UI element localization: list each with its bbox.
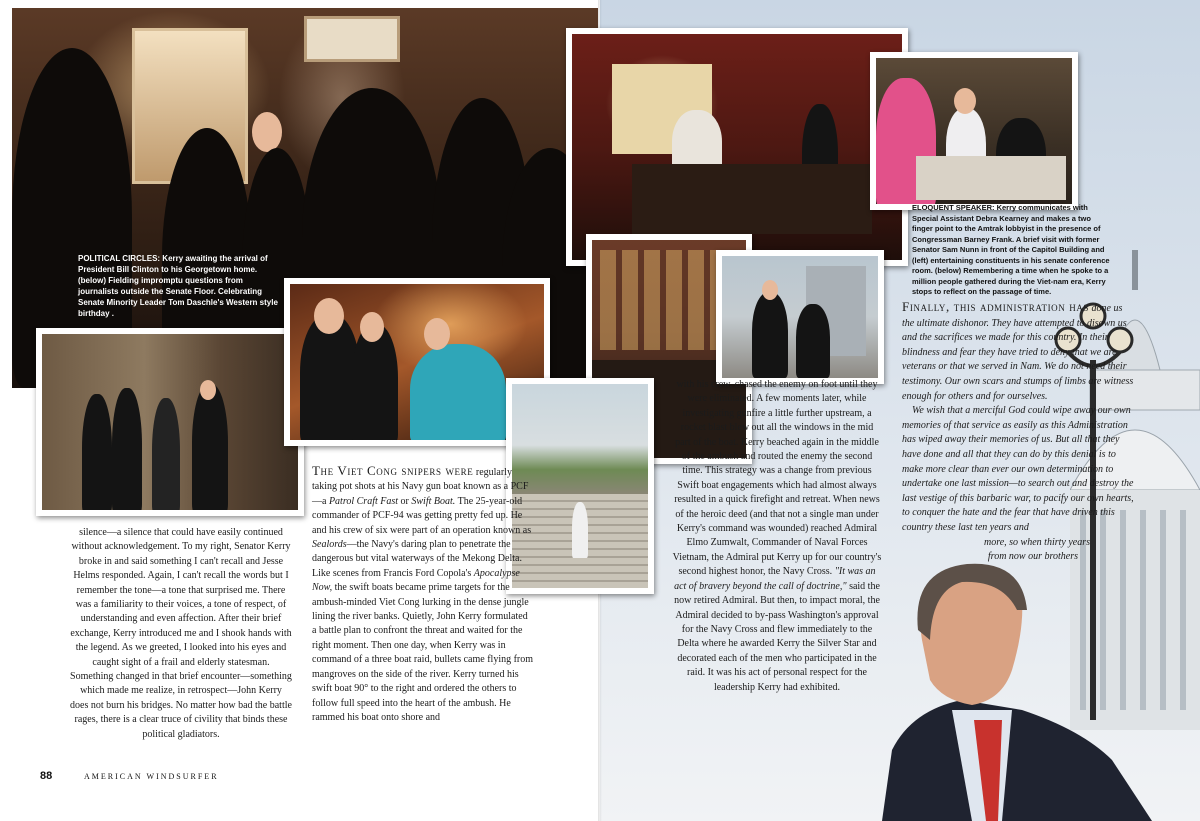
c2-text-e: the swift boats became prime targets for the ambush-minded Viet Cong lurking in the dense jungle lining the river banks. Quietly, John Kerry formulated a battle plan to confront the threat and waited for the right moment. Then one day, when Kerry was in command of a three boat raid, bullets came flying from mangroves on the side of the river. Kerry turned his swift boat 90° to the right and ordered the others to follow full speed into the heart of the ambush. He rammed his boat onto shore and bbox=[312, 582, 534, 723]
c2-text-b: or bbox=[398, 495, 412, 507]
journalists-senate-floor-photo bbox=[36, 328, 304, 516]
column-4-tail-1: more, so when thirty years bbox=[983, 536, 1090, 548]
article-column-3 bbox=[672, 378, 882, 695]
c2-text-a: regularly taking pot shots at his Navy gun boat known as a PCF—a bbox=[312, 467, 529, 507]
article-column-2 bbox=[312, 464, 534, 725]
c3-text-b: said the now retired Admiral. But then, to impact moral, the Admiral decided to by-pass Washington's approval for the Navy Cross and flew immediately to the Delta where he awarded Kerry the Silver Star and decorated each of the men who participated in the raid. It was his act of personal respect for the leadership Kerry had exhibited. bbox=[674, 580, 880, 693]
c3-text-a: mid part of the boat. Kerry beached again in the middle of the ambush and routed the enemy the second time. This strategy was a change from previous Swift boat engagements which had almost always resulted in a quick firefight and retreat. When news of the heroic deed (and that not a single man under Kerry's command was wounded) reached Admiral Elmo Zumwalt, Commander of Naval Forces Vietnam, the Admiral put Kerry up for our country's second highest honor, the Navy Cross. bbox=[672, 422, 882, 578]
column-4-tail-2: from now our brothers bbox=[987, 551, 1078, 563]
window bbox=[304, 16, 400, 62]
c3-italic-a: "It was an act of bravery beyond the call of doctrine," bbox=[674, 566, 876, 592]
page-number: 88 bbox=[40, 770, 53, 782]
c2-text-d: —the Navy's daring plan to penetrate the dangerous but vital waterways of the Mekong Delta. Like scenes from Francis Ford Copola's bbox=[312, 539, 522, 579]
section-lead-finally: Finally, this administration has bbox=[902, 299, 1090, 314]
column-4-para-1 bbox=[902, 300, 1134, 404]
c2-italic-d: Apocalypse Now, bbox=[312, 567, 520, 594]
c2-italic-a: Patrol Craft Fast bbox=[328, 495, 399, 507]
section-lead-viet-cong: The Viet Cong snipers were bbox=[312, 463, 474, 478]
c4-para1: done us the ultimate dishonor. They have attempted to disown us and the sacrifices we made for this country. In their blindness and fear they have tried to deny that we are veterans or that we served in Nam. We do not need their testimony. Our own scars and stumps of limbs are witness enough for others and for ourselves. bbox=[902, 303, 1134, 402]
political-circles-caption: POLITICAL CIRCLES: Kerry awaiting the arrival of President Bill Clinton to his Georgetown home. (below) Fielding impromptu questions from journalists outside the Senate Floor. Celebrating Senate Minority Leader Tom Daschle's Western style birthday . bbox=[78, 254, 278, 318]
article-column-4 bbox=[902, 300, 1134, 565]
column-1-text: silence—a silence that could have easily continued without acknowledgement. To my right, Senator Kerry broke in and said something I can't recall and Jesse Helms responded. Again, I can't recall the words but I remember the tone—a tone that surprised me. There was a familiarity to their voices, a tone of respect, of understanding and even affection. After their brief exchange, Kerry introduced me and I shook hands with the legend. As we greeted, I looked into his eyes and caught sight of a frail and elderly statesman. Something changed in that brief encounter—something which made me realize, in retrospect—John Kerry does not burn his bridges. No matter how bad the battle rages, there is a clear truce of civility that binds these political gladiators. bbox=[70, 527, 292, 740]
column-2-paragraph bbox=[312, 464, 534, 725]
c2-text-c: The 25-year-old commander of PCF-94 was getting pretty fed up. He and his crew of six were part of an operation known as bbox=[312, 495, 532, 536]
c2-italic-c: Sealords bbox=[312, 539, 347, 551]
column-4-para-2: We wish that a merciful God could wipe away our own memories of that service as easily as this Administration has wiped away their memories of us. But all that they have done and all that they can do by this denial is to make more clear than ever our own determination to undertake one last mission—to search out and destroy the last vestige of this barbaric war, to pacify our own hearts, to conquer the hate and the fear that have driven this country these last ten years and bbox=[902, 405, 1134, 533]
article-column-1 bbox=[70, 526, 292, 742]
c2-italic-b: Swift Boat. bbox=[411, 495, 456, 507]
amtrak-meeting-photo bbox=[870, 52, 1078, 210]
column-3-paragraph bbox=[672, 378, 882, 695]
sam-nunn-visit-photo bbox=[716, 250, 884, 384]
eloquent-speaker-caption: ELOQUENT SPEAKER: Kerry communicates with Special Assistant Debra Kearney and makes a two finger point to the Amtrak lobbyist in the presence of Congressman Barney Frank. A brief visit with former Senator Sam Nunn in front of the Capitol Building and (left) entertaining constituents in his senate conference room. (below) Remembering a time when he spoke to a million people gathered during the Viet-nam era, Kerry stops to reflect on the passage of time. bbox=[912, 203, 1110, 296]
c3-lead: with his crew, chased the enemy on foot until they were eliminated. A few moments later, while investigating gunfire a little further upstream, a rocket blast blew out all the windows in the bbox=[676, 379, 878, 434]
kerry-portrait-cutout bbox=[852, 560, 1192, 821]
senate-office-photo bbox=[566, 28, 908, 266]
running-footer: AMERICAN WINDSURFER bbox=[84, 772, 219, 781]
